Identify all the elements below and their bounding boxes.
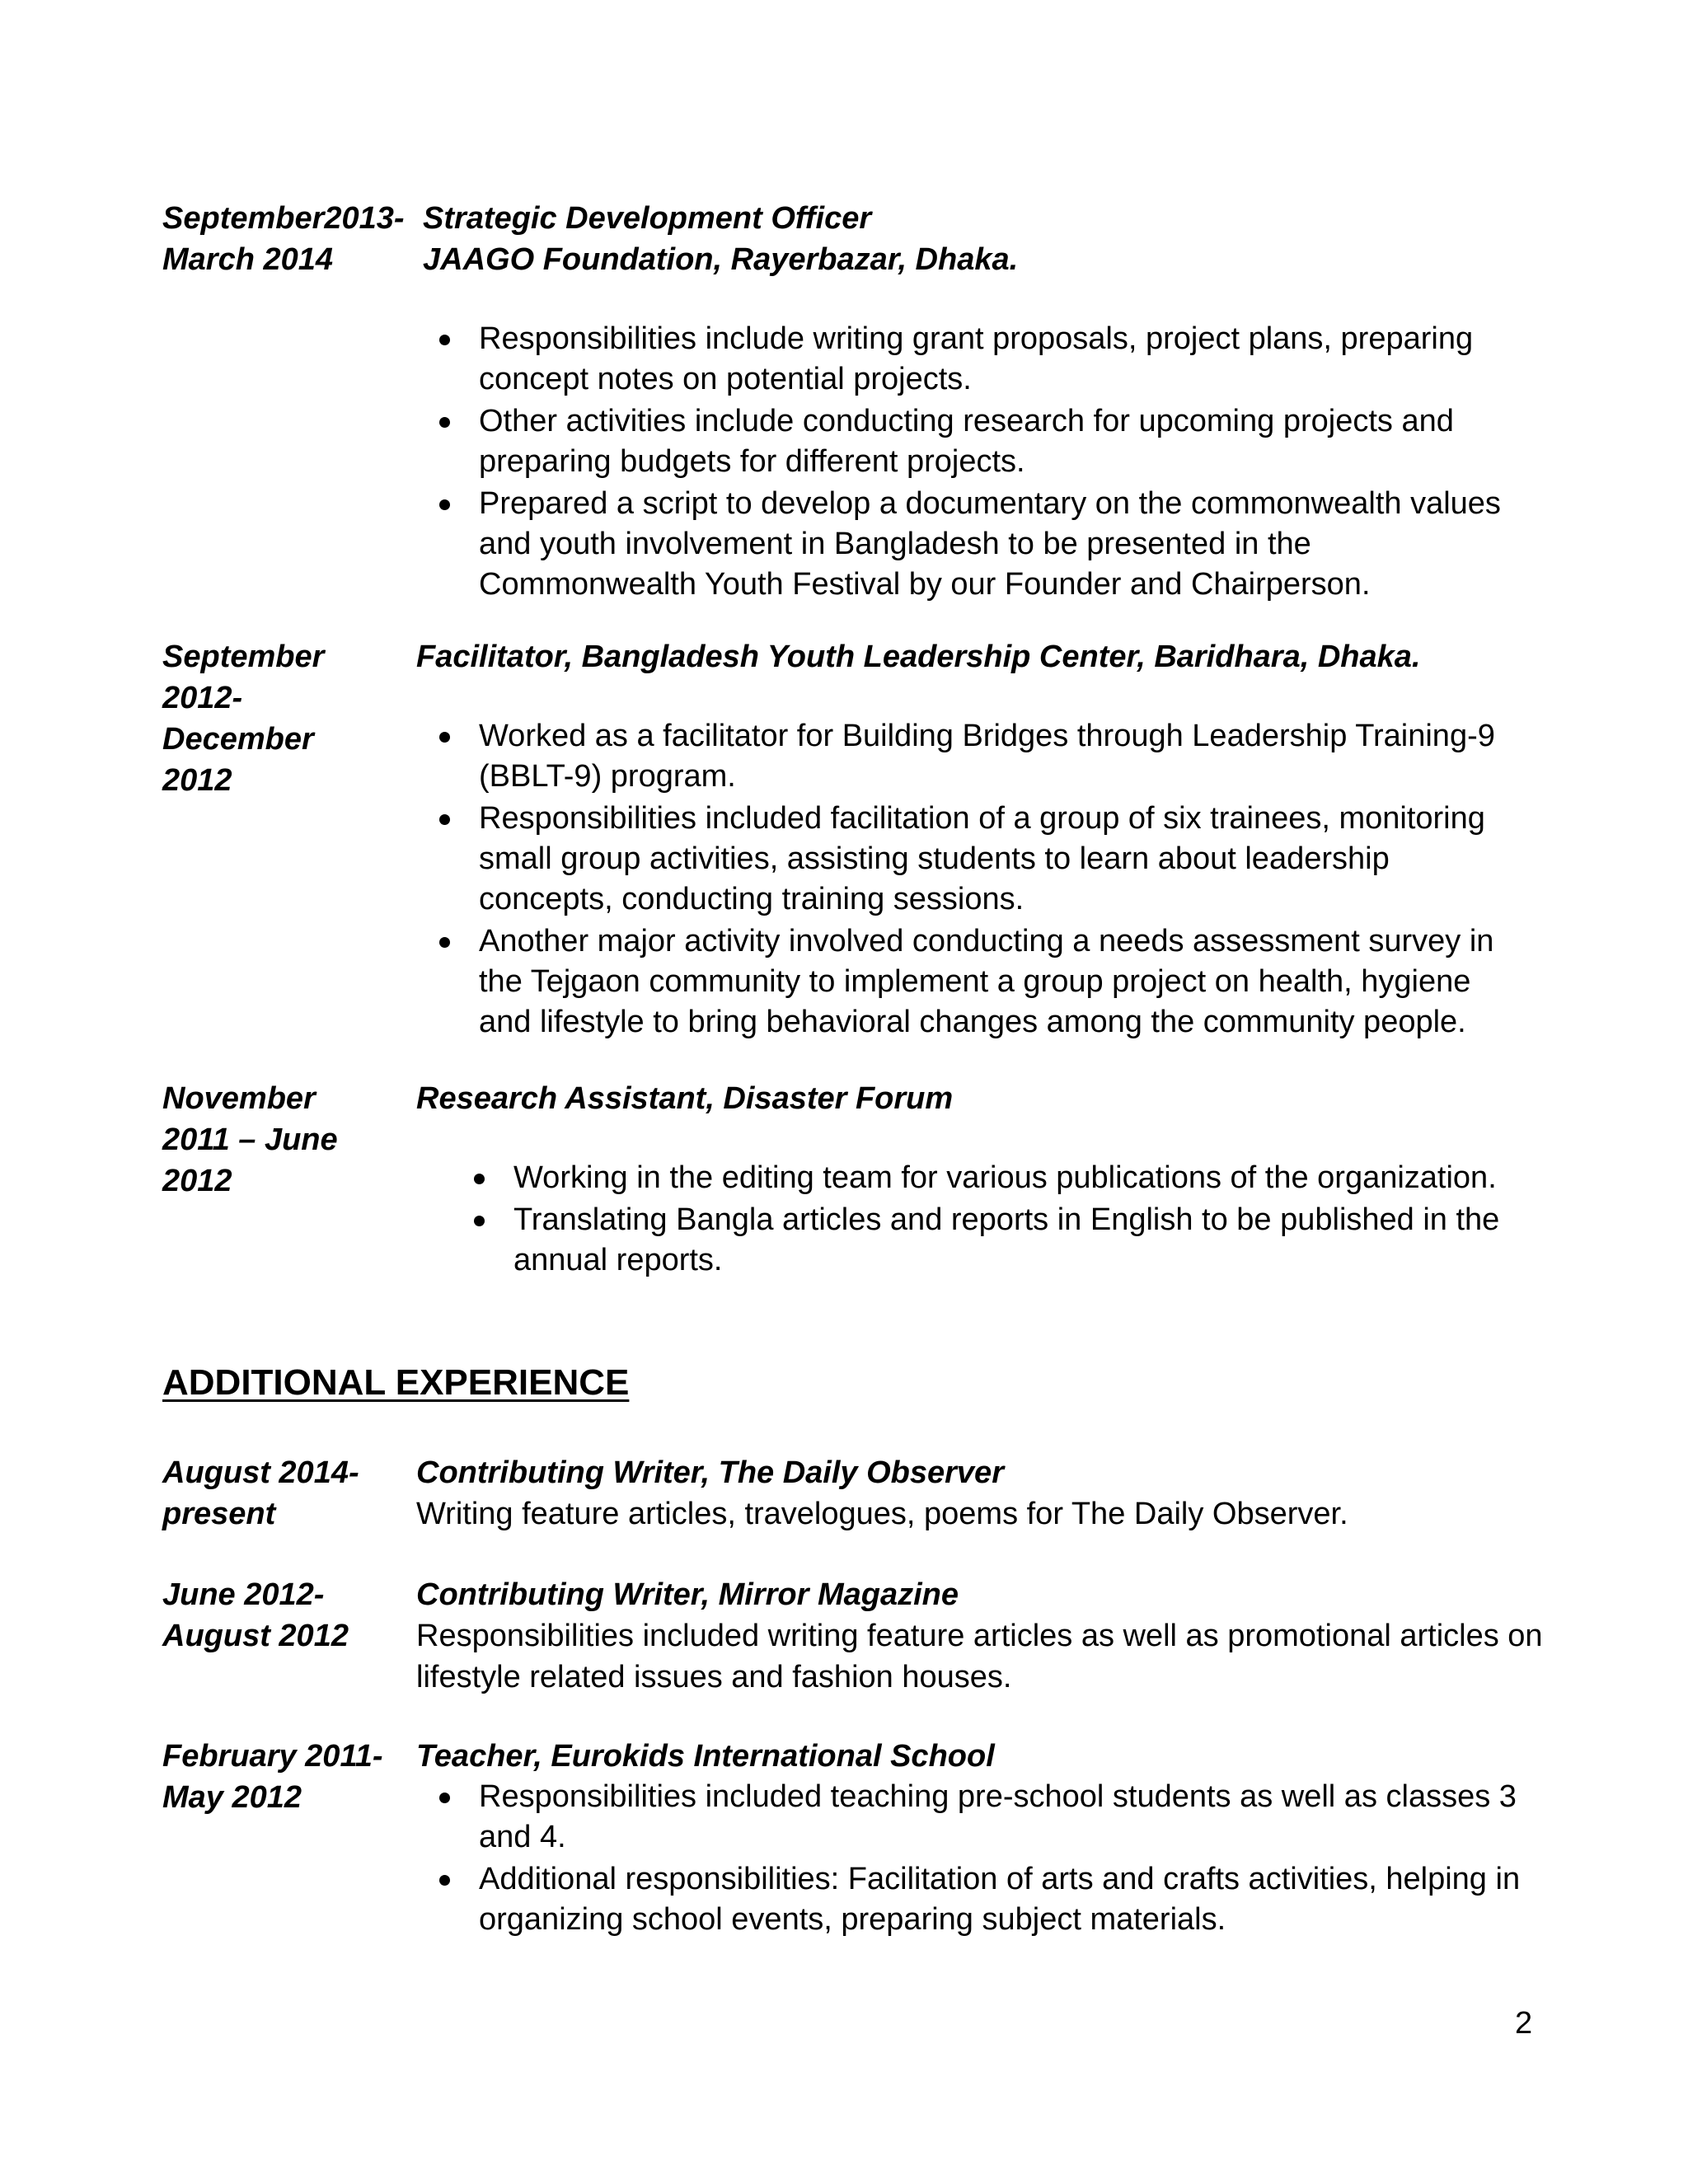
entry-bullets xyxy=(416,1158,1527,1281)
entry-title: Research Assistant, Disaster Forum xyxy=(416,1081,954,1116)
bullet-icon xyxy=(474,1174,485,1184)
list-item: Responsibilities included facilitation of a group of six trainees, monitoring small group activities, assisting students to learn about leadership concepts, conducting training sessions. xyxy=(479,799,1527,920)
list-item: Worked as a facilitator for Building Bridges through Leadership Training-9 (BBLT-9) program. xyxy=(479,716,1527,797)
bullet-icon xyxy=(439,335,450,345)
entry-bullets xyxy=(416,1777,1547,1940)
bullet-icon xyxy=(439,417,450,428)
entry-title: Facilitator, Bangladesh Youth Leadership Center, Baridhara, Dhaka. xyxy=(416,640,1421,674)
list-item: Additional responsibilities: Facilitation of arts and crafts activities, helping in organizing school events, preparing subject materials. xyxy=(479,1859,1547,1940)
bullet-icon xyxy=(439,1793,450,1803)
bullet-icon xyxy=(439,499,450,510)
entry-title: Contributing Writer, The Daily Observer xyxy=(416,1455,1004,1490)
page-number: 2 xyxy=(1515,2006,1533,2041)
entry-date: February 2011- May 2012 xyxy=(162,1739,383,1815)
list-item: Prepared a script to develop a documentary on the commonwealth values and youth involvement in Bangladesh to be presented in the Commonwealth Youth Festival by our Founder and Chairperson. xyxy=(479,484,1527,605)
entry-bullets xyxy=(423,319,1527,605)
bullet-icon xyxy=(439,937,450,948)
entry-title: Contributing Writer, Mirror Magazine xyxy=(416,1577,959,1612)
bullet-icon xyxy=(474,1216,485,1226)
bullet-icon xyxy=(439,814,450,825)
entry-description: Responsibilities included writing feature articles as well as promotional articles on lifestyle related issues and fashion houses. xyxy=(416,1619,1543,1694)
entry-date: September2013- March 2014 xyxy=(162,201,405,277)
entry-date: November 2011 – June 2012 xyxy=(162,1081,338,1198)
list-item: Another major activity involved conducting a needs assessment survey in the Tejgaon community to implement a group project on health, hygiene and lifestyle to bring behavioral changes among the community people. xyxy=(479,921,1527,1043)
list-item: Responsibilities included teaching pre-school students as well as classes 3 and 4. xyxy=(479,1777,1547,1858)
entry-date: September 2012-December 2012 xyxy=(162,640,325,798)
entry-title: Strategic Development Officer xyxy=(423,201,872,236)
list-item: Working in the editing team for various publications of the organization. xyxy=(513,1158,1527,1198)
entry-description: Writing feature articles, travelogues, poems for The Daily Observer. xyxy=(416,1497,1348,1531)
bullet-icon xyxy=(439,732,450,743)
entry-bullets xyxy=(416,716,1527,1043)
section-heading-additional-experience: ADDITIONAL EXPERIENCE xyxy=(162,1362,630,1403)
entry-date: August 2014- present xyxy=(162,1455,359,1531)
list-item: Other activities include conducting research for upcoming projects and preparing budgets for different projects. xyxy=(479,401,1527,482)
entry-organization: JAAGO Foundation, Rayerbazar, Dhaka. xyxy=(423,242,1019,277)
entry-date: June 2012- August 2012 xyxy=(162,1577,349,1653)
list-item: Translating Bangla articles and reports in English to be published in the annual reports. xyxy=(513,1200,1527,1281)
list-item: Responsibilities include writing grant proposals, project plans, preparing concept notes on potential projects. xyxy=(479,319,1527,400)
entry-title: Teacher, Eurokids International School xyxy=(416,1739,995,1774)
bullet-icon xyxy=(439,1875,450,1886)
